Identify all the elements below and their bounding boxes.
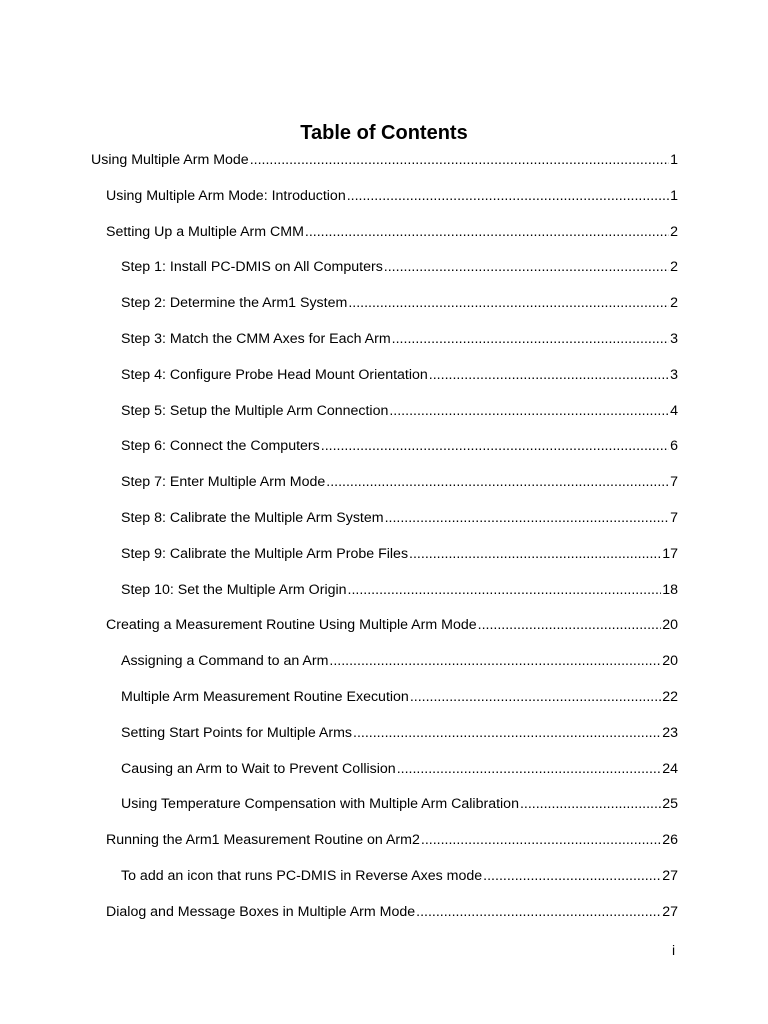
toc-entry[interactable]: [106, 178, 678, 214]
toc-entry-page-number: 7: [670, 474, 678, 491]
toc-entry-title: Dialog and Message Boxes in Multiple Arm Mode: [106, 903, 416, 920]
toc-entry-title: Using Temperature Compensation with Multiple Arm Calibration: [121, 796, 519, 813]
toc-entry[interactable]: [121, 679, 678, 715]
toc-entry[interactable]: [121, 715, 678, 751]
toc-dot-leader: [321, 437, 669, 455]
toc-entry-page-number: 22: [662, 689, 678, 705]
toc-entry-title: Step 9: Calibrate the Multiple Arm Probe Files: [121, 545, 409, 562]
toc-entry-title: Causing an Arm to Wait to Prevent Collision: [121, 760, 396, 777]
toc-entry-page-number: 20: [662, 653, 678, 670]
toc-entry[interactable]: [106, 822, 678, 858]
toc-dot-leader: [250, 151, 669, 169]
toc-entry-title: Step 6: Connect the Computers: [121, 438, 320, 455]
toc-dot-leader: [410, 688, 661, 706]
toc-entry[interactable]: [106, 894, 678, 930]
page-title: Table of Contents: [300, 122, 468, 145]
toc-entry-page-number: 1: [670, 152, 678, 168]
toc-entry-page-number: 25: [662, 796, 678, 813]
toc-entry-page-number: 7: [670, 510, 678, 526]
toc-entry-title: Using Multiple Arm Mode: [91, 152, 249, 168]
toc-entry[interactable]: [121, 786, 678, 822]
toc-entry-page-number: 17: [662, 545, 678, 562]
toc-dot-leader: [384, 258, 669, 276]
toc-dot-leader: [347, 187, 669, 205]
toc-entry[interactable]: [121, 643, 678, 679]
toc-entry[interactable]: [121, 321, 678, 357]
toc-entry-title: Step 5: Setup the Multiple Arm Connection: [121, 402, 389, 419]
toc-entry-page-number: 20: [662, 617, 678, 634]
toc-entry-title: Step 2: Determine the Arm1 System: [121, 295, 348, 312]
toc-entry-title: Assigning a Command to an Arm: [121, 653, 329, 670]
toc-entry-page-number: 18: [662, 581, 678, 598]
toc-entry[interactable]: [121, 285, 678, 321]
toc-dot-leader: [520, 795, 661, 813]
toc-entry-title: Using Multiple Arm Mode: Introduction: [106, 187, 346, 204]
toc-dot-leader: [326, 473, 669, 491]
toc-entry-page-number: 1: [670, 187, 678, 204]
toc-entry-page-number: 23: [662, 724, 678, 741]
toc-entry-title: Step 7: Enter Multiple Arm Mode: [121, 474, 326, 491]
toc-entry-page-number: 6: [670, 438, 678, 455]
toc-dot-leader: [353, 724, 661, 742]
toc-dot-leader: [483, 867, 661, 885]
toc-dot-leader: [416, 903, 661, 921]
toc-entry-title: Step 10: Set the Multiple Arm Origin: [121, 581, 347, 598]
toc-entry[interactable]: [121, 464, 678, 500]
toc-entry-title: Step 8: Calibrate the Multiple Arm System: [121, 510, 384, 526]
toc-entry[interactable]: [106, 607, 678, 643]
toc-entry[interactable]: [121, 751, 678, 787]
toc-entry[interactable]: [106, 214, 678, 250]
toc-dot-leader: [329, 652, 661, 670]
toc-entry-page-number: 24: [662, 760, 678, 777]
toc-dot-leader: [478, 616, 662, 634]
toc-dot-leader: [389, 402, 669, 420]
toc-entry[interactable]: [121, 572, 678, 608]
toc-entry-page-number: 2: [670, 295, 678, 312]
toc-entry-title: Multiple Arm Measurement Routine Execution: [121, 689, 409, 705]
toc-dot-leader: [409, 545, 661, 563]
toc-entry-title: Running the Arm1 Measurement Routine on Arm2: [106, 832, 420, 849]
toc-entry-page-number: 2: [670, 223, 678, 240]
toc-entry[interactable]: [121, 500, 678, 536]
toc-dot-leader: [429, 366, 669, 384]
toc-entry-page-number: 3: [670, 366, 678, 383]
toc-entry[interactable]: [121, 428, 678, 464]
toc-entry[interactable]: [121, 249, 678, 285]
toc-entry[interactable]: [121, 536, 678, 572]
toc-entry-title: Setting Start Points for Multiple Arms: [121, 724, 353, 741]
toc-entry-title: Step 3: Match the CMM Axes for Each Arm: [121, 331, 391, 347]
toc-entry-page-number: 3: [670, 331, 678, 347]
toc-entry-title: Step 4: Configure Probe Head Mount Orientation: [121, 366, 428, 383]
toc-entry[interactable]: [121, 393, 678, 429]
toc-entry-page-number: 27: [662, 903, 678, 920]
footer-page-number: i: [672, 942, 676, 958]
toc-entry-title: Setting Up a Multiple Arm CMM: [106, 223, 304, 240]
toc-dot-leader: [385, 509, 670, 527]
toc-dot-leader: [397, 760, 662, 778]
toc-entry[interactable]: [121, 858, 678, 894]
toc-dot-leader: [348, 581, 662, 599]
toc-dot-leader: [421, 831, 661, 849]
toc-entry-page-number: 26: [662, 832, 678, 849]
toc-entry-title: Creating a Measurement Routine Using Multiple Arm Mode: [106, 617, 477, 634]
toc-dot-leader: [348, 294, 669, 312]
toc-entry-page-number: 27: [662, 868, 678, 884]
toc-entry-page-number: 2: [670, 259, 678, 276]
toc-entry[interactable]: [121, 357, 678, 393]
toc-entry-title: To add an icon that runs PC-DMIS in Reverse Axes mode: [121, 868, 483, 884]
toc-entry[interactable]: [91, 142, 678, 178]
toc-entry-title: Step 1: Install PC-DMIS on All Computers: [121, 259, 383, 276]
toc-entry-page-number: 4: [670, 402, 678, 419]
toc-dot-leader: [305, 223, 669, 241]
toc-dot-leader: [392, 330, 669, 348]
